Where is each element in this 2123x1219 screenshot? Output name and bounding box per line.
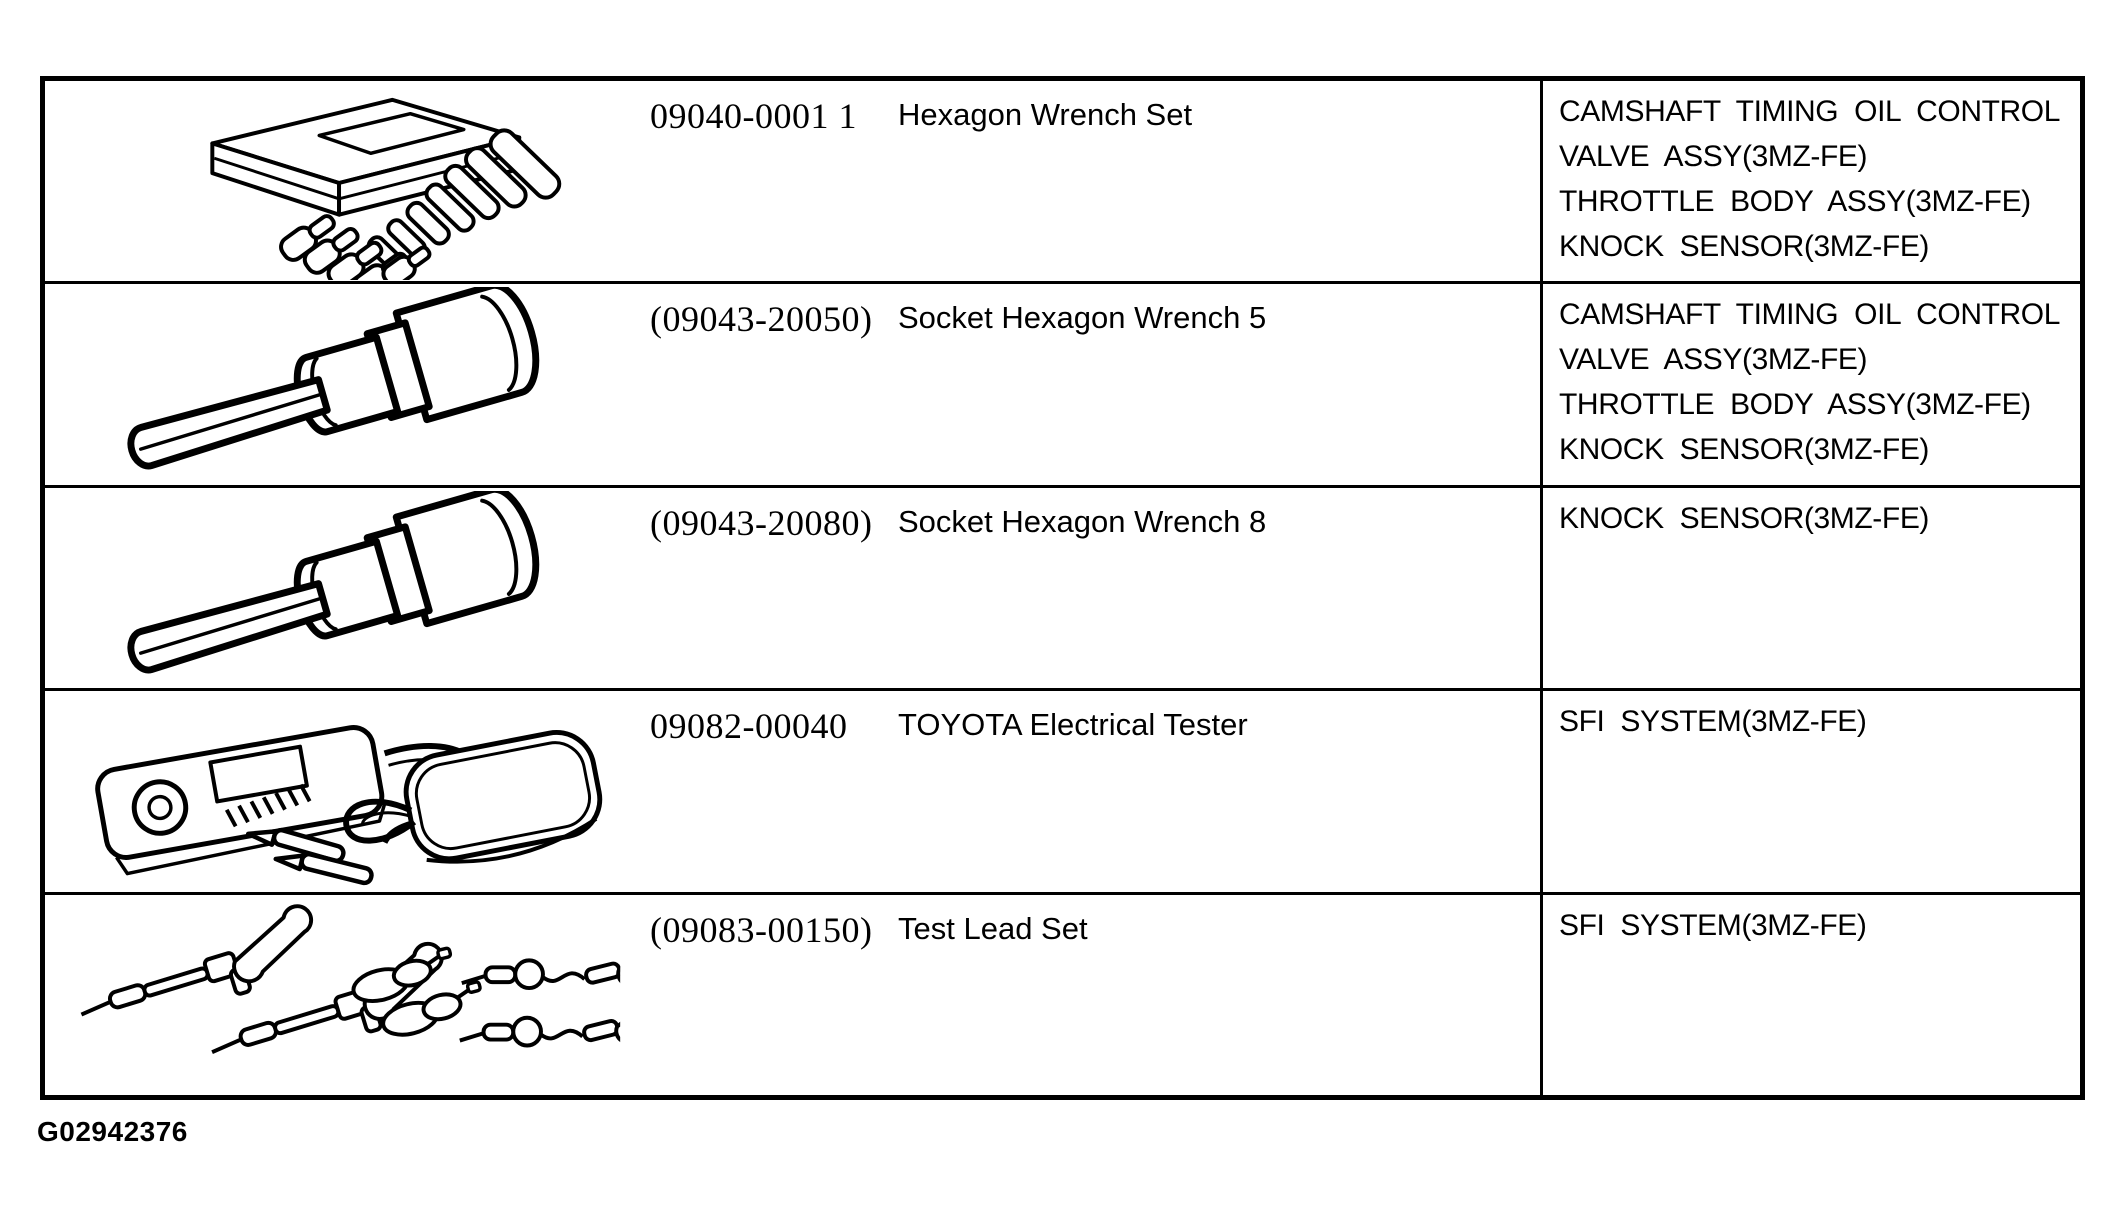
part-number: 09082-00040 (650, 706, 848, 747)
figure-code: G02942376 (37, 1116, 188, 1147)
tool-cell (45, 284, 1543, 484)
tool-name: Test Lead Set (898, 910, 1088, 946)
table-row (45, 691, 2080, 894)
application-line: VALVE ASSY(3MZ-FE) (1559, 140, 1868, 173)
application-line: THROTTLE BODY ASSY(3MZ-FE) (1559, 185, 2031, 218)
applications-cell (1543, 895, 2080, 1095)
application-line: CAMSHAFT TIMING OIL CONTROL (1559, 95, 2061, 128)
sst-table (40, 76, 2085, 1100)
application-line: KNOCK SENSOR(3MZ-FE) (1559, 501, 1930, 535)
tool-name: Socket Hexagon Wrench 5 (898, 300, 1267, 336)
table-row (45, 488, 2080, 691)
applications-cell (1543, 488, 2080, 688)
application-line: SFI SYSTEM(3MZ-FE) (1559, 705, 1867, 739)
application-line: KNOCK SENSOR(3MZ-FE) (1559, 230, 1930, 263)
socket-hexagon-wrench-image (63, 491, 623, 687)
applications-cell (1543, 691, 2080, 891)
applications-cell (1543, 284, 2080, 484)
table-row (45, 81, 2080, 284)
table-row (45, 284, 2080, 487)
application-line: CAMSHAFT TIMING OIL CONTROL (1559, 298, 2061, 332)
tool-cell (45, 691, 1543, 891)
table-row (45, 895, 2080, 1095)
tool-name: Socket Hexagon Wrench 8 (898, 503, 1267, 539)
hexagon-wrench-set-image (63, 84, 623, 280)
tool-name: TOYOTA Electrical Tester (898, 707, 1248, 743)
application-line: KNOCK SENSOR(3MZ-FE) (1559, 433, 1930, 467)
electrical-tester-image (63, 694, 623, 890)
tool-cell (45, 81, 1543, 281)
application-line: VALVE ASSY(3MZ-FE) (1559, 343, 1868, 377)
application-line: SFI SYSTEM(3MZ-FE) (1559, 908, 1867, 942)
part-number: (09043-20050) (650, 299, 873, 340)
applications-cell (1543, 81, 2080, 281)
socket-hexagon-wrench-image (63, 287, 623, 483)
tool-name: Hexagon Wrench Set (898, 97, 1193, 132)
test-lead-set-image (63, 898, 623, 1094)
application-line: THROTTLE BODY ASSY(3MZ-FE) (1559, 388, 2031, 422)
tool-cell (45, 488, 1543, 688)
tool-cell (45, 895, 1543, 1095)
part-number: (09083-00150) (650, 909, 873, 950)
part-number: (09043-20080) (650, 502, 873, 543)
part-number: 09040-0001 1 (650, 96, 857, 136)
